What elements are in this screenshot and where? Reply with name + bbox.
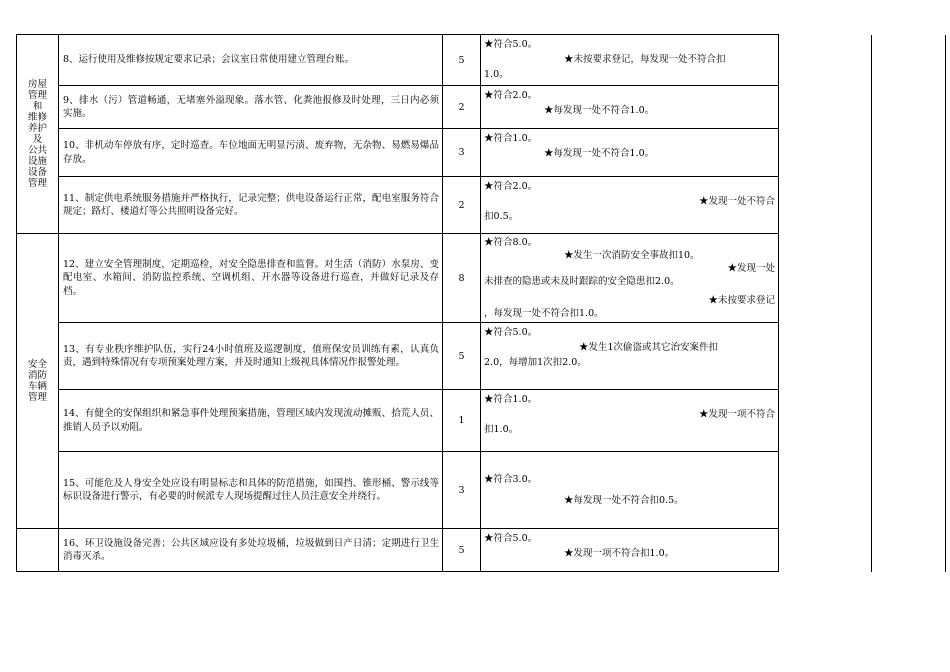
criteria-line: ★未按要求登记 [708, 295, 775, 306]
criteria-cell [481, 452, 779, 529]
score-value: 2 [443, 86, 481, 129]
category-char: 设施 [27, 156, 47, 167]
criteria-line: ★符合1.0。 [484, 394, 538, 405]
score-value: 1 [443, 390, 481, 452]
item-text: 10、非机动车停放有序，定时巡查。车位地面无明显污渍、废弃物，无杂物、易燃易爆品存放。 [59, 129, 443, 177]
table-row [17, 129, 946, 177]
category-char: 维修 [27, 112, 47, 123]
criteria-cell [481, 86, 779, 129]
table-row [17, 177, 946, 234]
item-text: 11、制定供电系统服务措施并严格执行，记录完整；供电设备运行正常，配电室服务符合规定；路灯、楼道灯等公共照明设备完好。 [59, 177, 443, 234]
item-text: 14、有健全的安保组织和紧急事件处理预案措施，管理区域内发现流动摊贩、拾荒人员、推销人员予以劝阻。 [59, 390, 443, 452]
blank-cell [872, 86, 946, 129]
score-value: 5 [443, 323, 481, 390]
criteria-line: 未排查的隐患或未及时跟踪的安全隐患扣2.0。 [484, 276, 680, 287]
blank-cell [779, 86, 872, 129]
table-row [17, 452, 946, 529]
category-char: 养护 [27, 123, 47, 134]
table-row [17, 234, 946, 323]
criteria-line: ★符合8.0。 [484, 237, 538, 248]
table-row [17, 529, 946, 572]
category-char: 车辆 [27, 381, 47, 392]
blank-cell [779, 234, 872, 323]
blank-cell [872, 529, 946, 572]
item-text: 15、可能危及人身安全处应设有明显标志和具体的防范措施，如围挡、锥形桶、警示线等标识设备进行警示，有必要的时候派专人现场提醒过往人员注意安全并绕行。 [59, 452, 443, 529]
category-char: 及 [32, 134, 43, 145]
criteria-cell [481, 529, 779, 572]
criteria-line: ★符合2.0。 [484, 90, 538, 101]
category-char: 管理 [27, 178, 47, 189]
criteria-cell [481, 390, 779, 452]
item-text: 16、环卫设施设备完善；公共区域应设有多处垃圾桶，垃圾做到日产日清；定期进行卫生消毒灭杀。 [59, 529, 443, 572]
criteria-line: ，每发现一处不符合扣1.0。 [484, 308, 604, 319]
blank-cell [779, 390, 872, 452]
criteria-line: ★符合5.0。 [484, 533, 538, 544]
blank-cell [779, 129, 872, 177]
category-char: 公共 [27, 145, 47, 156]
criteria-line: ★符合5.0。 [484, 327, 538, 338]
blank-cell [779, 177, 872, 234]
criteria-line: ★发现一项不符合扣1.0。 [564, 548, 675, 559]
criteria-line: 扣1.0。 [484, 424, 519, 435]
table-row [17, 86, 946, 129]
blank-cell [779, 452, 872, 529]
item-text: 8、运行使用及维修按规定要求记录；会议室日常使用建立管理台账。 [59, 35, 443, 86]
category-blank-cell [17, 529, 59, 572]
category-char: 设备 [27, 167, 47, 178]
criteria-line: ★发现一处不符合 [698, 196, 775, 207]
score-value: 8 [443, 234, 481, 323]
table-row [17, 323, 946, 390]
criteria-cell [481, 35, 779, 86]
item-text: 12、建立安全管理制度，定期巡检，对安全隐患排查和监督。对生活（消防）水泵房、变配电室、水箱间、消防监控系统、空调机组、开水器等设备进行巡查，并做好记录及存档。 [59, 234, 443, 323]
category-char: 消防 [27, 370, 47, 381]
category-char: 房屋 [27, 79, 47, 90]
category-char: 安全 [27, 359, 47, 370]
category-char: 管理 [27, 90, 47, 101]
criteria-line: ★每发现一处不符合扣0.5。 [564, 495, 684, 506]
score-value: 3 [443, 129, 481, 177]
criteria-line: 1.0。 [484, 69, 509, 80]
criteria-line: 2.0，每增加1次扣2.0。 [484, 357, 587, 368]
score-value: 2 [443, 177, 481, 234]
evaluation-table [16, 34, 946, 572]
criteria-line: ★符合1.0。 [484, 133, 538, 144]
score-value: 5 [443, 35, 481, 86]
criteria-cell [481, 129, 779, 177]
score-value: 5 [443, 529, 481, 572]
criteria-line: ★未按要求登记，每发现一处不符合扣 [564, 54, 726, 65]
score-value: 3 [443, 452, 481, 529]
criteria-line: 扣0.5。 [484, 211, 519, 222]
criteria-cell [481, 234, 779, 323]
table-row [17, 35, 946, 86]
blank-cell [872, 129, 946, 177]
criteria-line: ★每发现一处不符合1.0。 [544, 148, 655, 159]
criteria-line: ★发生一次消防安全事故扣10。 [564, 250, 700, 261]
blank-cell [872, 177, 946, 234]
blank-cell [872, 35, 946, 86]
blank-cell [779, 323, 872, 390]
item-text: 9、排水（污）管道畅通，无堵塞外溢现象。落水管、化粪池报修及时处理，三日内必须实施。 [59, 86, 443, 129]
criteria-line: ★符合5.0。 [484, 39, 538, 50]
criteria-line: ★发现一处 [727, 263, 775, 274]
blank-cell [779, 529, 872, 572]
criteria-line: ★符合3.0。 [484, 474, 538, 485]
category-facility-cell [17, 35, 59, 234]
category-char: 和 [32, 101, 43, 112]
blank-cell [872, 390, 946, 452]
blank-cell [872, 452, 946, 529]
category-char: 管理 [27, 392, 47, 403]
blank-cell [872, 323, 946, 390]
criteria-cell [481, 323, 779, 390]
table-row [17, 390, 946, 452]
blank-cell [872, 234, 946, 323]
criteria-line: ★符合2.0。 [484, 181, 538, 192]
criteria-cell [481, 177, 779, 234]
item-text: 13、有专业秩序维护队伍，实行24小时值班及巡逻制度，值班保安员训练有素，认真负责，遇到特殊情况有专项预案处理方案，并及时通知上级视具体情况作报警处理。 [59, 323, 443, 390]
blank-cell [779, 35, 872, 86]
criteria-line: ★发现一项不符合 [698, 409, 775, 420]
criteria-line: ★发生1次偷盗或其它治安案件扣 [579, 342, 719, 353]
criteria-line: ★每发现一处不符合1.0。 [544, 105, 655, 116]
category-security-cell [17, 234, 59, 529]
